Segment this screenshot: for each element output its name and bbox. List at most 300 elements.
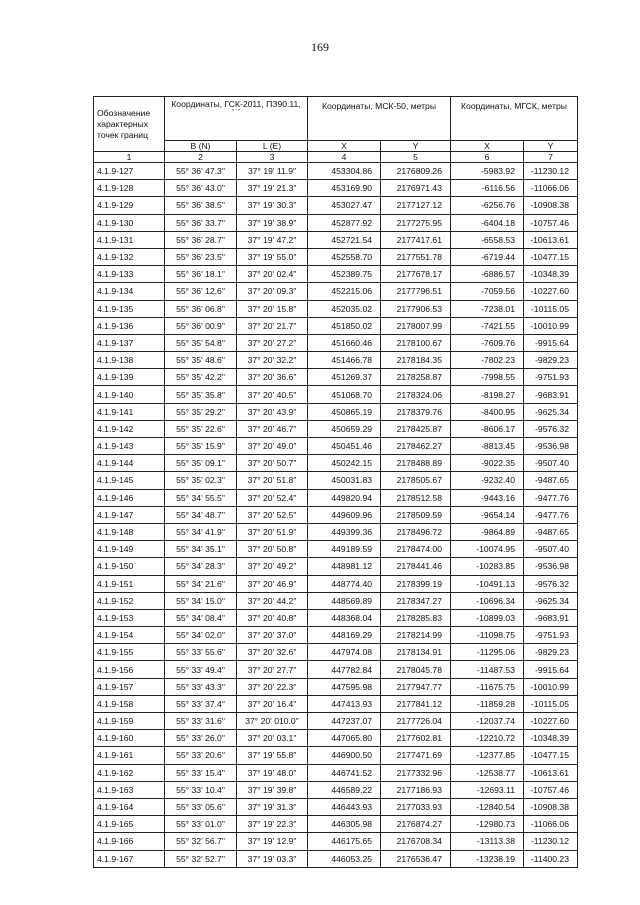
cell-longitude-l: 37° 20' 43.9" [237, 403, 308, 420]
cell-msk-y: 2177275.95 [381, 214, 451, 231]
cell-mgsk-y: -9625.34 [524, 592, 578, 609]
cell-mgsk-y: -10908.38 [524, 197, 578, 214]
cell-point-id: 4.1.9-158 [94, 695, 165, 712]
cell-latitude-b: 55° 33' 37.4" [165, 695, 237, 712]
cell-mgsk-y: -9487.65 [524, 472, 578, 489]
cell-point-id: 4.1.9-149 [94, 541, 165, 558]
cell-msk-y: 2178100.67 [381, 334, 451, 351]
cell-latitude-b: 55° 34' 48.7" [165, 506, 237, 523]
cell-mgsk-x: -11487.53 [451, 661, 524, 678]
cell-msk-y: 2178399.19 [381, 575, 451, 592]
table-row [94, 575, 578, 592]
cell-point-id: 4.1.9-148 [94, 523, 165, 540]
cell-msk-y: 2178505.67 [381, 472, 451, 489]
cell-point-id: 4.1.9-143 [94, 438, 165, 455]
cell-mgsk-y: -10613.61 [524, 764, 578, 781]
cell-mgsk-y: -10757.46 [524, 781, 578, 798]
cell-msk-y: 2177947.77 [381, 678, 451, 695]
cell-latitude-b: 55° 34' 35.1" [165, 541, 237, 558]
cell-point-id: 4.1.9-152 [94, 592, 165, 609]
cell-mgsk-y: -9536.98 [524, 558, 578, 575]
cell-msk-y: 2178488.89 [381, 455, 451, 472]
cell-mgsk-y: -9536.98 [524, 438, 578, 455]
cell-mgsk-y: -9751.93 [524, 369, 578, 386]
cell-msk-x: 450242.15 [308, 455, 381, 472]
table-row [94, 214, 578, 231]
cell-msk-x: 451068.70 [308, 386, 381, 403]
cell-latitude-b: 55° 35' 22.6" [165, 420, 237, 437]
cell-mgsk-y: -10115.05 [524, 695, 578, 712]
header-gsk-coordinates [165, 97, 308, 141]
table-row [94, 163, 578, 180]
cell-msk-x: 446175.65 [308, 833, 381, 850]
cell-longitude-l: 37° 20' 52.4" [237, 489, 308, 506]
cell-point-id: 4.1.9-146 [94, 489, 165, 506]
header-msk-coordinates: Координаты, МСК-50, метры [308, 97, 451, 141]
table-row [94, 489, 578, 506]
cell-longitude-l: 37° 19' 48.0" [237, 764, 308, 781]
cell-point-id: 4.1.9-130 [94, 214, 165, 231]
cell-msk-y: 2178512.58 [381, 489, 451, 506]
cell-point-id: 4.1.9-132 [94, 248, 165, 265]
cell-longitude-l: 37° 20' 46.9" [237, 575, 308, 592]
cell-point-id: 4.1.9-167 [94, 850, 165, 867]
cell-longitude-l: 37° 20' 49.2" [237, 558, 308, 575]
subheader-l: L (E) [237, 141, 308, 152]
cell-mgsk-x: -7802.23 [451, 352, 524, 369]
cell-msk-y: 2177906.53 [381, 300, 451, 317]
cell-longitude-l: 37° 20' 52.5" [237, 506, 308, 523]
cell-msk-x: 446900.50 [308, 747, 381, 764]
cell-latitude-b: 55° 34' 08.4" [165, 609, 237, 626]
cell-mgsk-y: -11066.06 [524, 816, 578, 833]
column-number: 6 [451, 152, 524, 163]
cell-longitude-l: 37° 20' 51.9" [237, 523, 308, 540]
cell-msk-x: 449820.94 [308, 489, 381, 506]
cell-mgsk-x: -13238.19 [451, 850, 524, 867]
subheader-mgsk-y: Y [524, 141, 578, 152]
cell-mgsk-y: -9487.65 [524, 523, 578, 540]
table-row [94, 747, 578, 764]
cell-mgsk-y: -11230.12 [524, 163, 578, 180]
cell-mgsk-y: -10227.60 [524, 283, 578, 300]
cell-mgsk-y: -9915.64 [524, 661, 578, 678]
cell-mgsk-x: -8400.95 [451, 403, 524, 420]
table-row [94, 506, 578, 523]
cell-point-id: 4.1.9-147 [94, 506, 165, 523]
table-row [94, 764, 578, 781]
table-row [94, 352, 578, 369]
cell-point-id: 4.1.9-164 [94, 798, 165, 815]
cell-point-id: 4.1.9-138 [94, 352, 165, 369]
column-number: 3 [237, 152, 308, 163]
cell-mgsk-x: -6404.18 [451, 214, 524, 231]
cell-msk-y: 2178425.87 [381, 420, 451, 437]
cell-point-id: 4.1.9-160 [94, 730, 165, 747]
cell-point-id: 4.1.9-165 [94, 816, 165, 833]
cell-msk-y: 2176536.47 [381, 850, 451, 867]
header-point-designation: Обозначение характерных точек границ [94, 97, 165, 152]
cell-point-id: 4.1.9-142 [94, 420, 165, 437]
cell-longitude-l: 37° 20' 50.8" [237, 541, 308, 558]
table-row [94, 523, 578, 540]
cell-msk-y: 2178324.06 [381, 386, 451, 403]
cell-point-id: 4.1.9-150 [94, 558, 165, 575]
cell-mgsk-x: -7609.76 [451, 334, 524, 351]
cell-msk-x: 452558.70 [308, 248, 381, 265]
table-row [94, 850, 578, 867]
cell-msk-x: 448774.40 [308, 575, 381, 592]
cell-longitude-l: 37° 20' 27.2" [237, 334, 308, 351]
cell-latitude-b: 55° 36' 33.7" [165, 214, 237, 231]
cell-latitude-b: 55° 35' 48.6" [165, 352, 237, 369]
cell-point-id: 4.1.9-131 [94, 231, 165, 248]
cell-latitude-b: 55° 33' 10.4" [165, 781, 237, 798]
cell-mgsk-x: -6256.76 [451, 197, 524, 214]
cell-longitude-l: 37° 19' 11.9" [237, 163, 308, 180]
cell-msk-x: 451850.02 [308, 317, 381, 334]
cell-mgsk-y: -10613.61 [524, 231, 578, 248]
cell-mgsk-y: -9625.34 [524, 403, 578, 420]
cell-point-id: 4.1.9-157 [94, 678, 165, 695]
cell-point-id: 4.1.9-135 [94, 300, 165, 317]
cell-longitude-l: 37° 19' 03.3" [237, 850, 308, 867]
cell-latitude-b: 55° 35' 54.8" [165, 334, 237, 351]
table-row [94, 403, 578, 420]
cell-latitude-b: 55° 36' 18.1" [165, 266, 237, 283]
cell-msk-y: 2178007.99 [381, 317, 451, 334]
cell-longitude-l: 37° 20' 44.2" [237, 592, 308, 609]
page-number: 169 [311, 40, 329, 54]
cell-mgsk-x: -7059.56 [451, 283, 524, 300]
cell-mgsk-x: -10074.95 [451, 541, 524, 558]
cell-longitude-l: 37° 20' 32.6" [237, 644, 308, 661]
cell-latitude-b: 55° 33' 55.6" [165, 644, 237, 661]
cell-latitude-b: 55° 34' 21.6" [165, 575, 237, 592]
cell-msk-x: 448169.29 [308, 627, 381, 644]
cell-point-id: 4.1.9-151 [94, 575, 165, 592]
cell-msk-x: 446053.25 [308, 850, 381, 867]
cell-mgsk-x: -12693.11 [451, 781, 524, 798]
cell-msk-y: 2177417.61 [381, 231, 451, 248]
cell-latitude-b: 55° 36' 43.0" [165, 180, 237, 197]
cell-msk-y: 2177726.04 [381, 713, 451, 730]
cell-mgsk-y: -11400.23 [524, 850, 578, 867]
cell-mgsk-x: -12377.85 [451, 747, 524, 764]
cell-mgsk-y: -9683.91 [524, 609, 578, 626]
cell-msk-y: 2178509.59 [381, 506, 451, 523]
cell-mgsk-y: -10348.39 [524, 730, 578, 747]
table-row [94, 558, 578, 575]
cell-point-id: 4.1.9-156 [94, 661, 165, 678]
cell-longitude-l: 37° 20' 16.4" [237, 695, 308, 712]
cell-msk-y: 2177602.81 [381, 730, 451, 747]
cell-msk-x: 448981.12 [308, 558, 381, 575]
cell-longitude-l: 37° 19' 22.3" [237, 816, 308, 833]
subheader-mgsk-x: X [451, 141, 524, 152]
cell-msk-y: 2178214.99 [381, 627, 451, 644]
cell-mgsk-y: -10908.38 [524, 798, 578, 815]
table-row [94, 266, 578, 283]
cell-msk-x: 450659.29 [308, 420, 381, 437]
cell-msk-y: 2178285.83 [381, 609, 451, 626]
cell-longitude-l: 37° 20' 40.8" [237, 609, 308, 626]
cell-point-id: 4.1.9-155 [94, 644, 165, 661]
subheader-b: B (N) [165, 141, 237, 152]
cell-latitude-b: 55° 35' 09.1" [165, 455, 237, 472]
cell-mgsk-y: -9751.93 [524, 627, 578, 644]
cell-mgsk-y: -10477.15 [524, 747, 578, 764]
cell-msk-y: 2178474.00 [381, 541, 451, 558]
cell-mgsk-x: -11098.75 [451, 627, 524, 644]
cell-longitude-l: 37° 20' 37.0" [237, 627, 308, 644]
cell-msk-y: 2177127.12 [381, 197, 451, 214]
cell-mgsk-x: -9232.40 [451, 472, 524, 489]
cell-msk-y: 2178184.35 [381, 352, 451, 369]
table-row [94, 369, 578, 386]
cell-msk-x: 449399.36 [308, 523, 381, 540]
cell-mgsk-x: -9022.35 [451, 455, 524, 472]
table-row [94, 781, 578, 798]
cell-point-id: 4.1.9-133 [94, 266, 165, 283]
cell-msk-x: 450865.19 [308, 403, 381, 420]
cell-longitude-l: 37° 20' 010.0" [237, 713, 308, 730]
cell-point-id: 4.1.9-137 [94, 334, 165, 351]
cell-longitude-l: 37° 20' 46.7" [237, 420, 308, 437]
table-row [94, 248, 578, 265]
cell-point-id: 4.1.9-128 [94, 180, 165, 197]
cell-mgsk-x: -12538.77 [451, 764, 524, 781]
cell-msk-x: 446741.52 [308, 764, 381, 781]
cell-longitude-l: 37° 19' 55.0" [237, 248, 308, 265]
cell-msk-x: 447413.93 [308, 695, 381, 712]
cell-mgsk-x: -6558.53 [451, 231, 524, 248]
cell-msk-y: 2177841.12 [381, 695, 451, 712]
header-gsk-units: ° ′ ″ [232, 109, 240, 115]
table-row [94, 180, 578, 197]
cell-mgsk-x: -10491.13 [451, 575, 524, 592]
cell-point-id: 4.1.9-166 [94, 833, 165, 850]
cell-mgsk-y: -10757.46 [524, 214, 578, 231]
cell-mgsk-y: -9576.32 [524, 575, 578, 592]
cell-longitude-l: 37° 20' 40.5" [237, 386, 308, 403]
cell-latitude-b: 55° 34' 15.0" [165, 592, 237, 609]
cell-point-id: 4.1.9-140 [94, 386, 165, 403]
subheader-msk-x: X [308, 141, 381, 152]
cell-mgsk-x: -8606.17 [451, 420, 524, 437]
cell-latitude-b: 55° 36' 28.7" [165, 231, 237, 248]
cell-mgsk-y: -10010.99 [524, 317, 578, 334]
cell-msk-x: 452877.92 [308, 214, 381, 231]
cell-msk-x: 449609.96 [308, 506, 381, 523]
cell-latitude-b: 55° 33' 15.4" [165, 764, 237, 781]
cell-mgsk-x: -12037.74 [451, 713, 524, 730]
cell-point-id: 4.1.9-141 [94, 403, 165, 420]
cell-msk-y: 2177186.93 [381, 781, 451, 798]
cell-latitude-b: 55° 36' 47.3" [165, 163, 237, 180]
cell-longitude-l: 37° 20' 02.4" [237, 266, 308, 283]
table-row [94, 730, 578, 747]
cell-longitude-l: 37° 19' 31.3" [237, 798, 308, 815]
cell-point-id: 4.1.9-163 [94, 781, 165, 798]
table-row [94, 438, 578, 455]
cell-latitude-b: 55° 33' 26.0" [165, 730, 237, 747]
cell-longitude-l: 37° 20' 32.2" [237, 352, 308, 369]
cell-point-id: 4.1.9-129 [94, 197, 165, 214]
header-mgsk-coordinates: Координаты, МГСК, метры [451, 97, 578, 141]
cell-mgsk-y: -9683.91 [524, 386, 578, 403]
cell-mgsk-x: -6719.44 [451, 248, 524, 265]
cell-mgsk-x: -13113.38 [451, 833, 524, 850]
cell-msk-x: 448368.04 [308, 609, 381, 626]
column-number: 5 [381, 152, 451, 163]
cell-msk-x: 446443.93 [308, 798, 381, 815]
cell-msk-x: 453169.90 [308, 180, 381, 197]
cell-longitude-l: 37° 20' 49.0" [237, 438, 308, 455]
cell-mgsk-y: -9829.23 [524, 644, 578, 661]
cell-point-id: 4.1.9-134 [94, 283, 165, 300]
cell-msk-y: 2178347.27 [381, 592, 451, 609]
table-row [94, 283, 578, 300]
cell-mgsk-y: -9507.40 [524, 541, 578, 558]
table-row [94, 816, 578, 833]
cell-mgsk-x: -5983.92 [451, 163, 524, 180]
cell-msk-x: 451269.37 [308, 369, 381, 386]
cell-latitude-b: 55° 32' 56.7" [165, 833, 237, 850]
table-row [94, 420, 578, 437]
cell-msk-y: 2177033.93 [381, 798, 451, 815]
cell-longitude-l: 37° 20' 50.7" [237, 455, 308, 472]
cell-msk-x: 447237.07 [308, 713, 381, 730]
cell-msk-x: 446305.98 [308, 816, 381, 833]
cell-point-id: 4.1.9-145 [94, 472, 165, 489]
cell-msk-y: 2176708.34 [381, 833, 451, 850]
cell-longitude-l: 37° 20' 22.3" [237, 678, 308, 695]
cell-msk-y: 2176971.43 [381, 180, 451, 197]
cell-mgsk-x: -10283.85 [451, 558, 524, 575]
cell-msk-x: 451660.46 [308, 334, 381, 351]
cell-mgsk-y: -10115.05 [524, 300, 578, 317]
cell-msk-y: 2177796.51 [381, 283, 451, 300]
cell-msk-x: 452215.06 [308, 283, 381, 300]
cell-msk-y: 2178441.46 [381, 558, 451, 575]
cell-latitude-b: 55° 35' 42.2" [165, 369, 237, 386]
table-row [94, 678, 578, 695]
cell-msk-y: 2178134.91 [381, 644, 451, 661]
table-row [94, 833, 578, 850]
cell-latitude-b: 55° 32' 52.7" [165, 850, 237, 867]
table-row [94, 386, 578, 403]
cell-longitude-l: 37° 19' 39.8" [237, 781, 308, 798]
cell-latitude-b: 55° 35' 29.2" [165, 403, 237, 420]
column-number: 4 [308, 152, 381, 163]
cell-latitude-b: 55° 33' 01.0" [165, 816, 237, 833]
cell-msk-x: 447782.84 [308, 661, 381, 678]
cell-longitude-l: 37° 20' 09.3" [237, 283, 308, 300]
cell-mgsk-x: -9654.14 [451, 506, 524, 523]
cell-msk-x: 451466.78 [308, 352, 381, 369]
cell-msk-x: 452389.75 [308, 266, 381, 283]
cell-msk-x: 450451.46 [308, 438, 381, 455]
cell-mgsk-x: -11675.75 [451, 678, 524, 695]
table-row [94, 627, 578, 644]
cell-msk-x: 450031.83 [308, 472, 381, 489]
cell-latitude-b: 55° 36' 23.5" [165, 248, 237, 265]
cell-msk-y: 2176809.26 [381, 163, 451, 180]
table-body [94, 163, 578, 868]
header-gsk-label: Координаты, ГСК-2011, ПЗ90.11, [171, 99, 301, 109]
cell-mgsk-y: -10227.60 [524, 713, 578, 730]
cell-msk-x: 453027.47 [308, 197, 381, 214]
cell-mgsk-x: -8198.27 [451, 386, 524, 403]
cell-point-id: 4.1.9-161 [94, 747, 165, 764]
cell-mgsk-x: -9443.16 [451, 489, 524, 506]
column-number: 7 [524, 152, 578, 163]
cell-msk-x: 446589.22 [308, 781, 381, 798]
cell-mgsk-y: -10348.39 [524, 266, 578, 283]
table-row [94, 644, 578, 661]
cell-point-id: 4.1.9-162 [94, 764, 165, 781]
cell-mgsk-x: -9864.89 [451, 523, 524, 540]
cell-msk-y: 2177332.96 [381, 764, 451, 781]
cell-longitude-l: 37° 19' 38.9" [237, 214, 308, 231]
table-row [94, 231, 578, 248]
cell-latitude-b: 55° 36' 00.9" [165, 317, 237, 334]
cell-mgsk-x: -7238.01 [451, 300, 524, 317]
cell-msk-y: 2177678.17 [381, 266, 451, 283]
cell-longitude-l: 37° 20' 15.8" [237, 300, 308, 317]
cell-latitude-b: 55° 35' 35.8" [165, 386, 237, 403]
cell-mgsk-x: -10899.03 [451, 609, 524, 626]
table-row [94, 713, 578, 730]
cell-msk-x: 452721.54 [308, 231, 381, 248]
cell-longitude-l: 37° 20' 27.7" [237, 661, 308, 678]
cell-point-id: 4.1.9-139 [94, 369, 165, 386]
cell-mgsk-x: -10696.34 [451, 592, 524, 609]
cell-longitude-l: 37° 19' 47.2" [237, 231, 308, 248]
cell-mgsk-x: -7998.55 [451, 369, 524, 386]
cell-msk-y: 2178496.72 [381, 523, 451, 540]
cell-mgsk-y: -9507.40 [524, 455, 578, 472]
cell-longitude-l: 37° 19' 55.8" [237, 747, 308, 764]
cell-msk-x: 447065.80 [308, 730, 381, 747]
coordinates-table [93, 96, 578, 868]
cell-mgsk-x: -12840.54 [451, 798, 524, 815]
table-row [94, 197, 578, 214]
cell-point-id: 4.1.9-154 [94, 627, 165, 644]
cell-msk-y: 2178462.27 [381, 438, 451, 455]
cell-latitude-b: 55° 36' 06.8" [165, 300, 237, 317]
cell-mgsk-y: -9477.76 [524, 489, 578, 506]
cell-latitude-b: 55° 34' 28.3" [165, 558, 237, 575]
column-number: 2 [165, 152, 237, 163]
cell-point-id: 4.1.9-153 [94, 609, 165, 626]
cell-longitude-l: 37° 19' 30.3" [237, 197, 308, 214]
table-row [94, 541, 578, 558]
cell-msk-y: 2177471.69 [381, 747, 451, 764]
cell-mgsk-y: -10010.99 [524, 678, 578, 695]
cell-latitude-b: 55° 34' 55.5" [165, 489, 237, 506]
cell-longitude-l: 37° 19' 21.3" [237, 180, 308, 197]
cell-point-id: 4.1.9-144 [94, 455, 165, 472]
table-row [94, 798, 578, 815]
cell-longitude-l: 37° 20' 51.8" [237, 472, 308, 489]
cell-latitude-b: 55° 33' 20.6" [165, 747, 237, 764]
cell-msk-x: 448569.89 [308, 592, 381, 609]
table-row [94, 695, 578, 712]
cell-longitude-l: 37° 20' 21.7" [237, 317, 308, 334]
cell-mgsk-y: -9915.64 [524, 334, 578, 351]
